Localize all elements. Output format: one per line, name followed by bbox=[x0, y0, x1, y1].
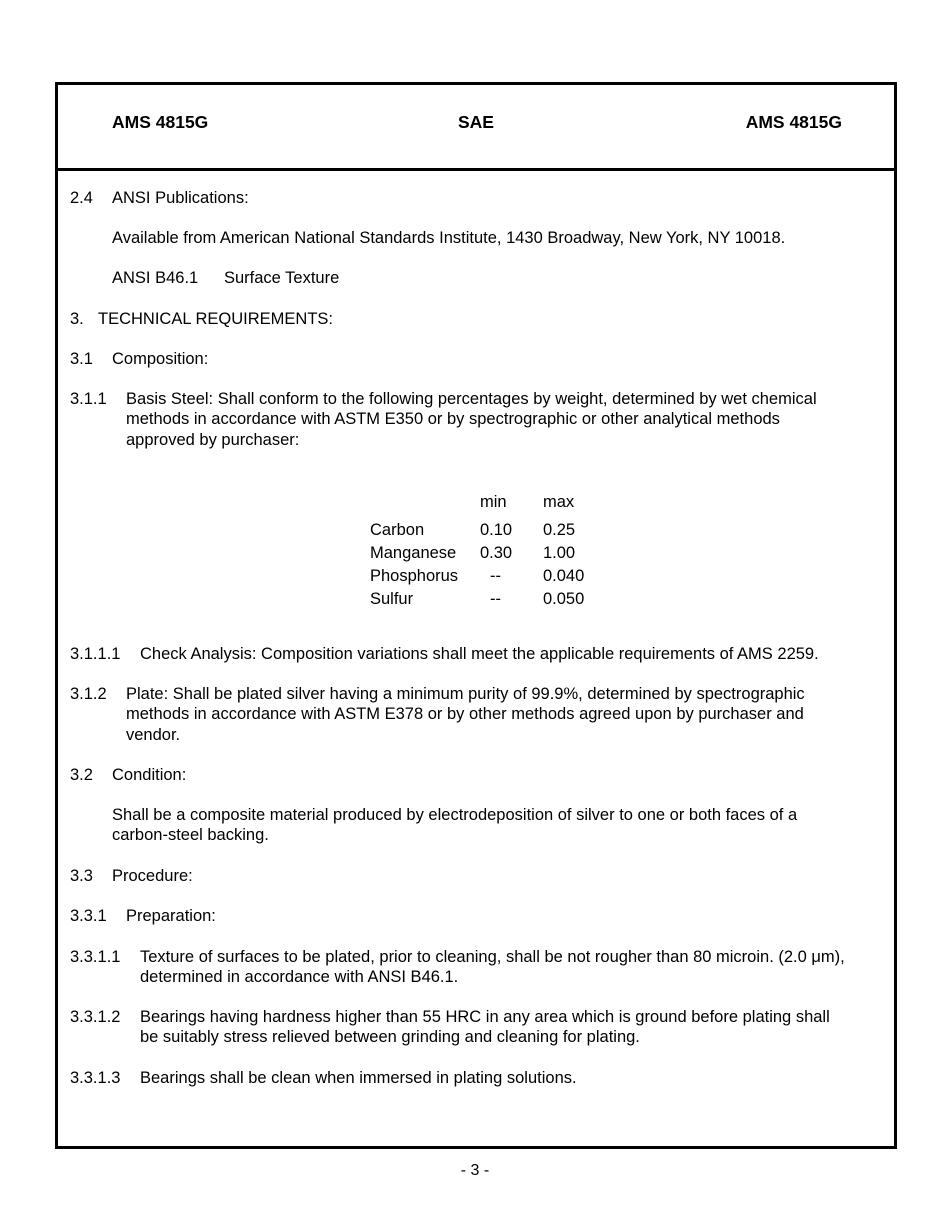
max-value: 1.00 bbox=[543, 544, 576, 562]
column-header-max: max bbox=[543, 493, 575, 511]
section-number: 3.3.1.1 bbox=[70, 948, 121, 966]
page-number: - 3 - bbox=[460, 1162, 490, 1179]
section-number: 2.4 bbox=[70, 189, 93, 207]
section-text-line: Bearings having hardness higher than 55 HRC in any area which is ground before plating shall bbox=[140, 1008, 830, 1026]
table-row bbox=[370, 588, 584, 611]
element-name: Carbon bbox=[370, 521, 425, 539]
section-number: 3.1 bbox=[70, 350, 93, 368]
header-doc-number-left: AMS 4815G bbox=[112, 112, 209, 132]
header-doc-number-right: AMS 4815G bbox=[745, 112, 842, 132]
section-text-line: Check Analysis: Composition variations shall meet the applicable requirements of AMS 2259. bbox=[140, 645, 819, 663]
composition-table bbox=[370, 493, 584, 611]
max-value: 0.25 bbox=[543, 521, 576, 539]
section-text-line: methods in accordance with ASTM E378 or by other methods agreed upon by purchaser and bbox=[126, 705, 804, 723]
min-value: 0.10 bbox=[480, 521, 513, 539]
table-row bbox=[370, 519, 584, 542]
section-text-line: Plate: Shall be plated silver having a minimum purity of 99.9%, determined by spectrographic bbox=[126, 685, 805, 703]
section-number: 3.1.1.1 bbox=[70, 645, 121, 663]
section-text-line: be suitably stress relieved between grinding and cleaning for plating. bbox=[140, 1028, 640, 1046]
section-text-line: methods in accordance with ASTM E350 or by spectrographic or other analytical methods bbox=[126, 410, 780, 428]
section-text-line: Texture of surfaces to be plated, prior to cleaning, shall be not rougher than 80 microin. (2.0 μm), bbox=[140, 948, 845, 966]
section-text-line: Shall be a composite material produced by electrodeposition of silver to one or both faces of a bbox=[112, 806, 798, 824]
section-title: Preparation: bbox=[126, 907, 216, 925]
section-number: 3.3.1.2 bbox=[70, 1008, 121, 1026]
max-value: 0.050 bbox=[543, 590, 585, 608]
element-name: Sulfur bbox=[370, 590, 414, 608]
section-text-line: Bearings shall be clean when immersed in plating solutions. bbox=[140, 1069, 577, 1087]
section-title: Condition: bbox=[112, 766, 187, 784]
section-text-line: approved by purchaser: bbox=[126, 431, 300, 449]
column-header-min: min bbox=[480, 493, 507, 511]
section-number: 3.3.1.3 bbox=[70, 1069, 121, 1087]
section-number: 3.3 bbox=[70, 867, 93, 885]
section-text-line: carbon-steel backing. bbox=[112, 826, 269, 844]
section-number: 3.3.1 bbox=[70, 907, 107, 925]
ansi-availability: Available from American National Standards Institute, 1430 Broadway, New York, NY 10018. bbox=[112, 229, 786, 247]
min-value: -- bbox=[490, 567, 501, 585]
max-value: 0.040 bbox=[543, 567, 585, 585]
section-text-line: determined in accordance with ANSI B46.1. bbox=[140, 968, 459, 986]
table-row bbox=[370, 565, 584, 588]
section-text-line: Basis Steel: Shall conform to the following percentages by weight, determined by wet chemical bbox=[126, 390, 817, 408]
element-name: Phosphorus bbox=[370, 567, 459, 585]
header-org: SAE bbox=[458, 112, 494, 132]
reference-title: Surface Texture bbox=[224, 269, 340, 287]
page-header bbox=[58, 85, 894, 171]
section-title: ANSI Publications: bbox=[112, 189, 249, 207]
table-row bbox=[370, 542, 584, 565]
section-number: 3.1.1 bbox=[70, 390, 107, 408]
reference-code: ANSI B46.1 bbox=[112, 269, 199, 287]
section-title: Composition: bbox=[112, 350, 209, 368]
section-text-line: vendor. bbox=[126, 726, 181, 744]
section-title: TECHNICAL REQUIREMENTS: bbox=[98, 310, 333, 328]
section-number: 3.1.2 bbox=[70, 685, 107, 703]
min-value: 0.30 bbox=[480, 544, 513, 562]
element-name: Manganese bbox=[370, 544, 457, 562]
min-value: -- bbox=[490, 590, 501, 608]
section-number: 3.2 bbox=[70, 766, 93, 784]
section-title: Procedure: bbox=[112, 867, 193, 885]
section-number: 3. bbox=[70, 310, 84, 328]
